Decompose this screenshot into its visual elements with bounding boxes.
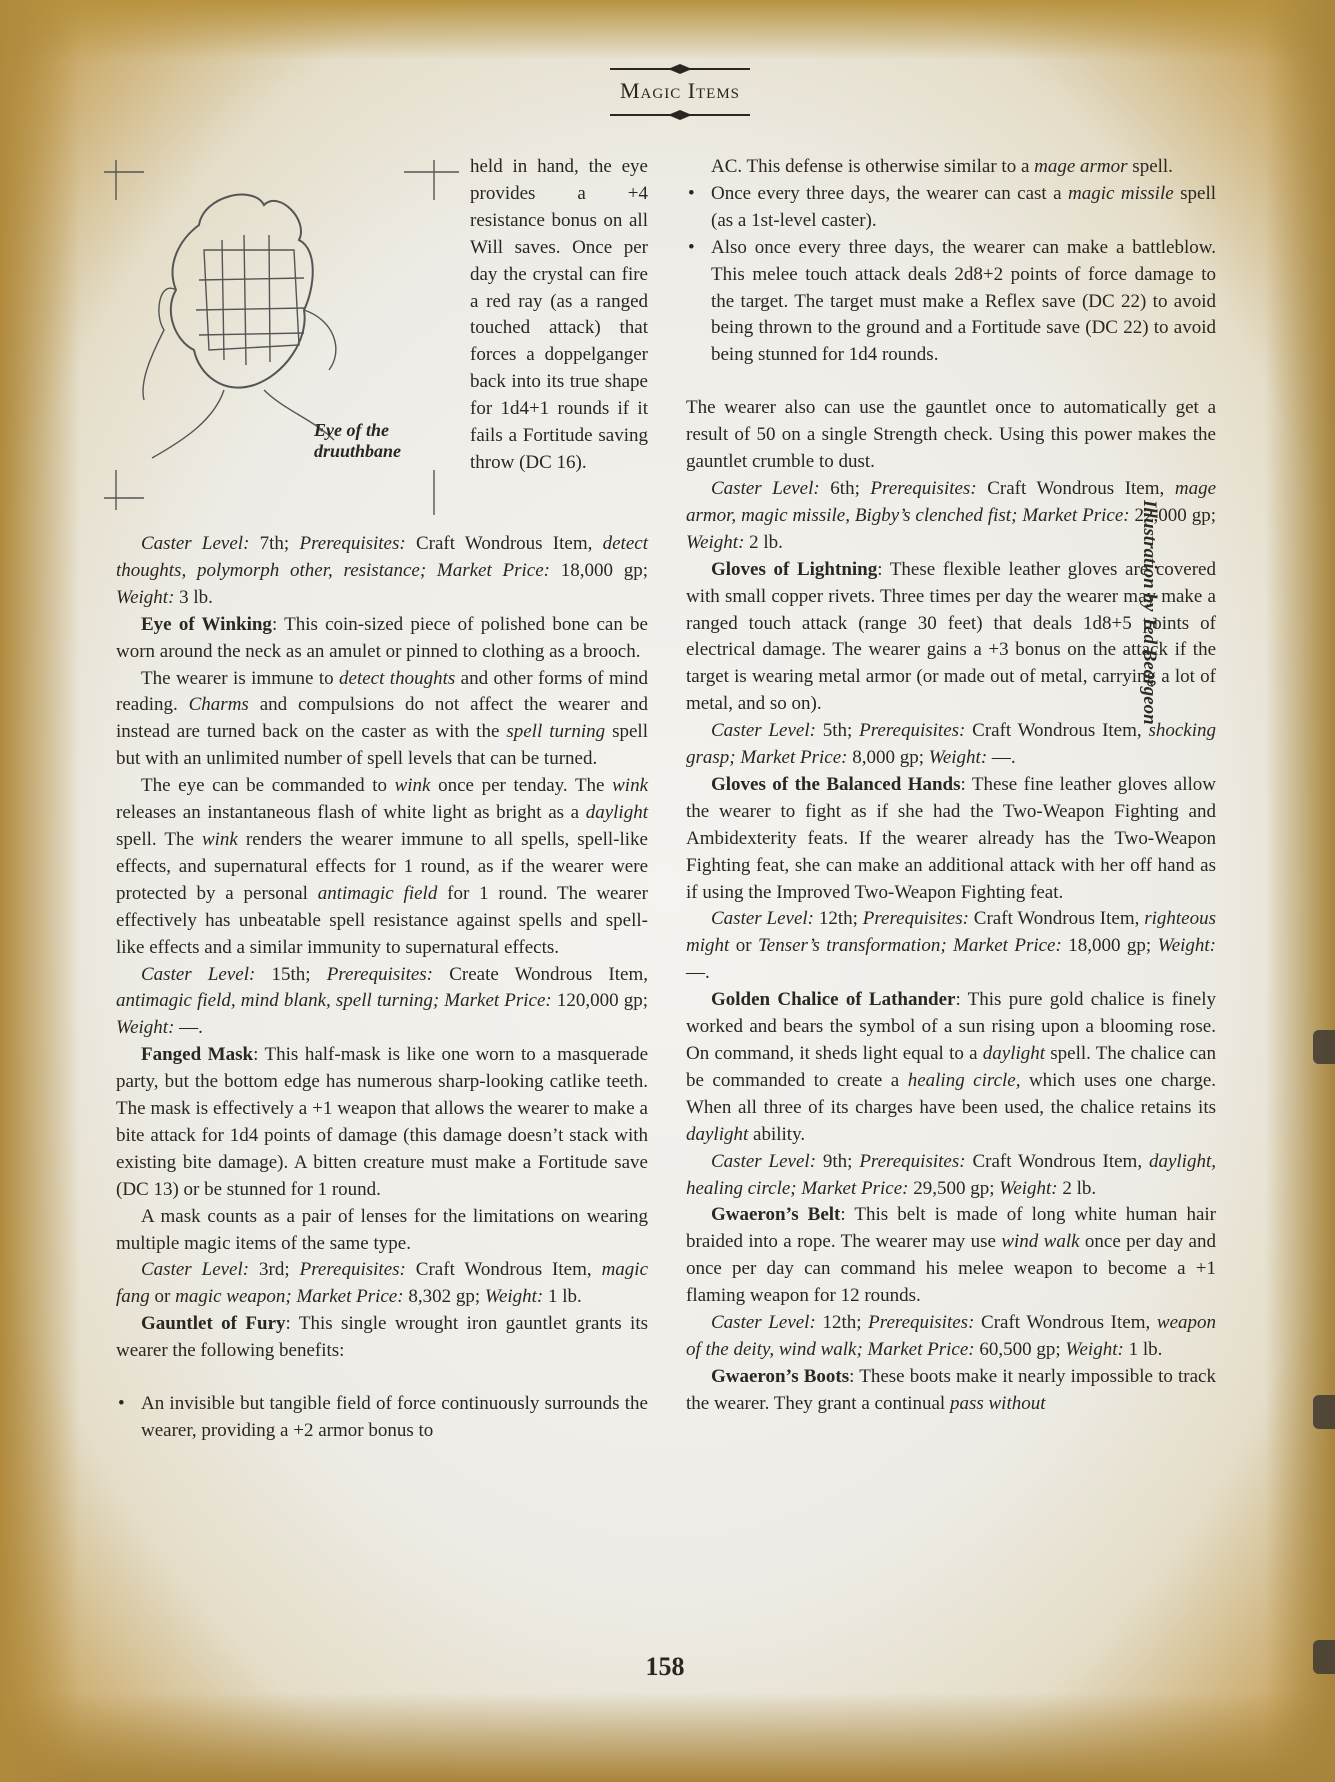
item-entry-eye-of-winking: Eye of Winking: This coin-sized piece of polished bone can be worn around the neck as an amulet or pinned to clothing as a brooch. (116, 613, 648, 662)
paragraph: The eye can be commanded to wink once per tenday. The wink releases an instantaneous flash of white light as bright as a daylight spell. The wink renders the wearer immune to all spells, spell-like effects, and supernatural effects for 1 round, as if the wearer were protected by a personal antimagic field for 1 round. The wearer effectively has unbeatable spell resistance against spells and spell-like effects and a similar immunity to supernatural effects. (116, 775, 649, 958)
page-number: 158 (645, 1652, 685, 1681)
header-title: Magic Items (619, 78, 741, 103)
spacer (686, 369, 1216, 395)
spacer (116, 1365, 648, 1391)
caption-line: druuthbane (314, 441, 402, 461)
benefit-item: • Once every three days, the wearer can cast a magic missile spell (as a 1st-level caster). (686, 181, 1216, 235)
item-entry-gauntlet-of-fury: Gauntlet of Fury: This single wrought iron gauntlet grants its wearer the following benefits: (116, 1313, 648, 1362)
page-edge-left (0, 0, 80, 1782)
item-entry-gloves-of-lightning: Gloves of Lightning: These flexible leather gloves are covered with small copper rivets. Three times per day the wearer may make a ranged touch attack (range 30 feet) that deals 1d8+5 points of electrical damage. The wearer gains a +3 bonus on the attack if the target is wearing metal armor (or made out of metal, carrying a lot of metal, and so on). (686, 558, 1216, 715)
binder-hole (1313, 1030, 1335, 1064)
item-entry-gwaerons-boots: Gwaeron’s Boots: These boots make it nearly impossible to track the wearer. They grant a continual pass without (686, 1365, 1216, 1414)
stat-line: Caster Level: 12th; Prerequisites: Craft Wondrous Item, weapon of the deity, wind walk; Market Price: 60,500 gp; Weight: 1 lb. (686, 1312, 1216, 1360)
benefit-list (686, 181, 1216, 369)
left-column (116, 531, 648, 1445)
benefit-item: • An invisible but tangible field of force continuously surrounds the wearer, providing a +2 armor bonus to (116, 1391, 648, 1445)
stat-line: Caster Level: 15th; Prerequisites: Create Wondrous Item, antimagic field, mind blank, spell turning; Market Price: 120,000 gp; Weight: —. (116, 963, 648, 1039)
illustration-credit: Illustration by Ted Beargeon (1139, 500, 1160, 725)
stat-line: Caster Level: 5th; Prerequisites: Craft Wondrous Item, shocking grasp; Market Price: 8,000 gp; Weight: —. (686, 720, 1216, 769)
page-edge-bottom (0, 1692, 1335, 1782)
header-ornament-bottom (610, 110, 750, 120)
wrapped-paragraph: held in hand, the eye provides a +4 resistance bonus on all Will saves. Once per day the crystal can fire a red ray (as a ranged touched attack) that forces a doppelganger back into its true shape for 1d4+1 rounds if it fails a Fortitude saving throw (DC 16). (470, 156, 648, 473)
stat-line: Caster Level: 12th; Prerequisites: Craft Wondrous Item, righteous might or Tenser’s transformation; Market Price: 18,000 gp; Weight: —. (686, 908, 1217, 984)
caption-line: Eye of the (314, 420, 389, 440)
stat-line: Caster Level: 7th; Prerequisites: Craft Wondrous Item, detect thoughts, polymorph other, resistance; Market Price: 18,000 gp; Weight: 3 lb. (116, 533, 648, 608)
running-header (560, 64, 800, 120)
eye-of-druuthbane-illustration (104, 140, 464, 520)
item-entry-fanged-mask: Fanged Mask: This half-mask is like one worn to a masquerade party, but the bottom edge has numerous sharp-looking catlike teeth. The mask is effectively a +1 weapon that allows the wearer to make a bite attack for 1d4 points of damage (this damage doesn’t stack with existing bite damage). A bitten creature must make a Fortitude save (DC 13) or be stunned for 1 round. (116, 1044, 648, 1200)
header-ornament-top (610, 64, 750, 74)
page-edge-right (1265, 0, 1335, 1782)
item-entry-gwaerons-belt: Gwaeron’s Belt: This belt is made of long white human hair braided into a rope. The wearer may use wind walk once per day and once per day can command his melee weapon to become a +1 flaming weapon for 12 rounds. (686, 1204, 1217, 1307)
page-edge-top (0, 0, 1335, 60)
benefit-item: • Also once every three days, the wearer can make a battleblow. This melee touch attack deals 2d8+2 points of force damage to the target. The target must make a Reflex save (DC 22) to avoid being thrown to the ground and a Fortitude save (DC 22) to avoid being stunned for 1d4 rounds. (686, 235, 1216, 370)
paragraph: The wearer is immune to detect thoughts and other forms of mind reading. Charms and compulsions do not affect the wearer and instead are turned back on the caster as with the spell turning spell but with an unlimited number of spell levels that can be turned. (116, 667, 649, 770)
benefit-list (116, 1391, 648, 1445)
benefit-continuation: AC. This defense is otherwise similar to a mage armor spell. (711, 156, 1173, 177)
binder-hole (1313, 1395, 1335, 1429)
binder-hole (1313, 1640, 1335, 1674)
paragraph: The wearer also can use the gauntlet once to automatically get a result of 50 on a single Strength check. Using this power makes the gauntlet crumble to dust. (686, 397, 1216, 473)
item-entry-golden-chalice-of-lathander: Golden Chalice of Lathander: This pure gold chalice is finely worked and bears the symbol of a sun rising upon a blooming rose. On command, it sheds light equal to a daylight spell. The chalice can be commanded to create a healing circle, which uses one charge. When all three of its charges have been used, the chalice retains its daylight ability. (686, 989, 1216, 1145)
paragraph: A mask counts as a pair of lenses for the limitations on wearing multiple magic items of the same type. (116, 1205, 648, 1254)
stat-line: Caster Level: 9th; Prerequisites: Craft Wondrous Item, daylight, healing circle; Market Price: 29,500 gp; Weight: 2 lb. (686, 1150, 1216, 1199)
stat-line: Caster Level: 6th; Prerequisites: Craft Wondrous Item, mage armor, magic missile, Bigby’s clenched fist; Market Price: 22,000 gp; Weight: 2 lb. (686, 477, 1216, 553)
right-column (686, 154, 1216, 1418)
item-entry-gloves-of-the-balanced-hands: Gloves of the Balanced Hands: These fine leather gloves allow the wearer to fight as if she had the Two-Weapon Fighting and Ambidexterity feats. If the wearer already has the Two-Weapon Fighting feat, she can make an additional attack with her off hand as if using the Improved Two-Weapon Fighting feat. (686, 773, 1216, 903)
illustration-caption (314, 420, 401, 462)
stat-line: Caster Level: 3rd; Prerequisites: Craft Wondrous Item, magic fang or magic weapon; Market Price: 8,302 gp; Weight: 1 lb. (116, 1259, 648, 1308)
